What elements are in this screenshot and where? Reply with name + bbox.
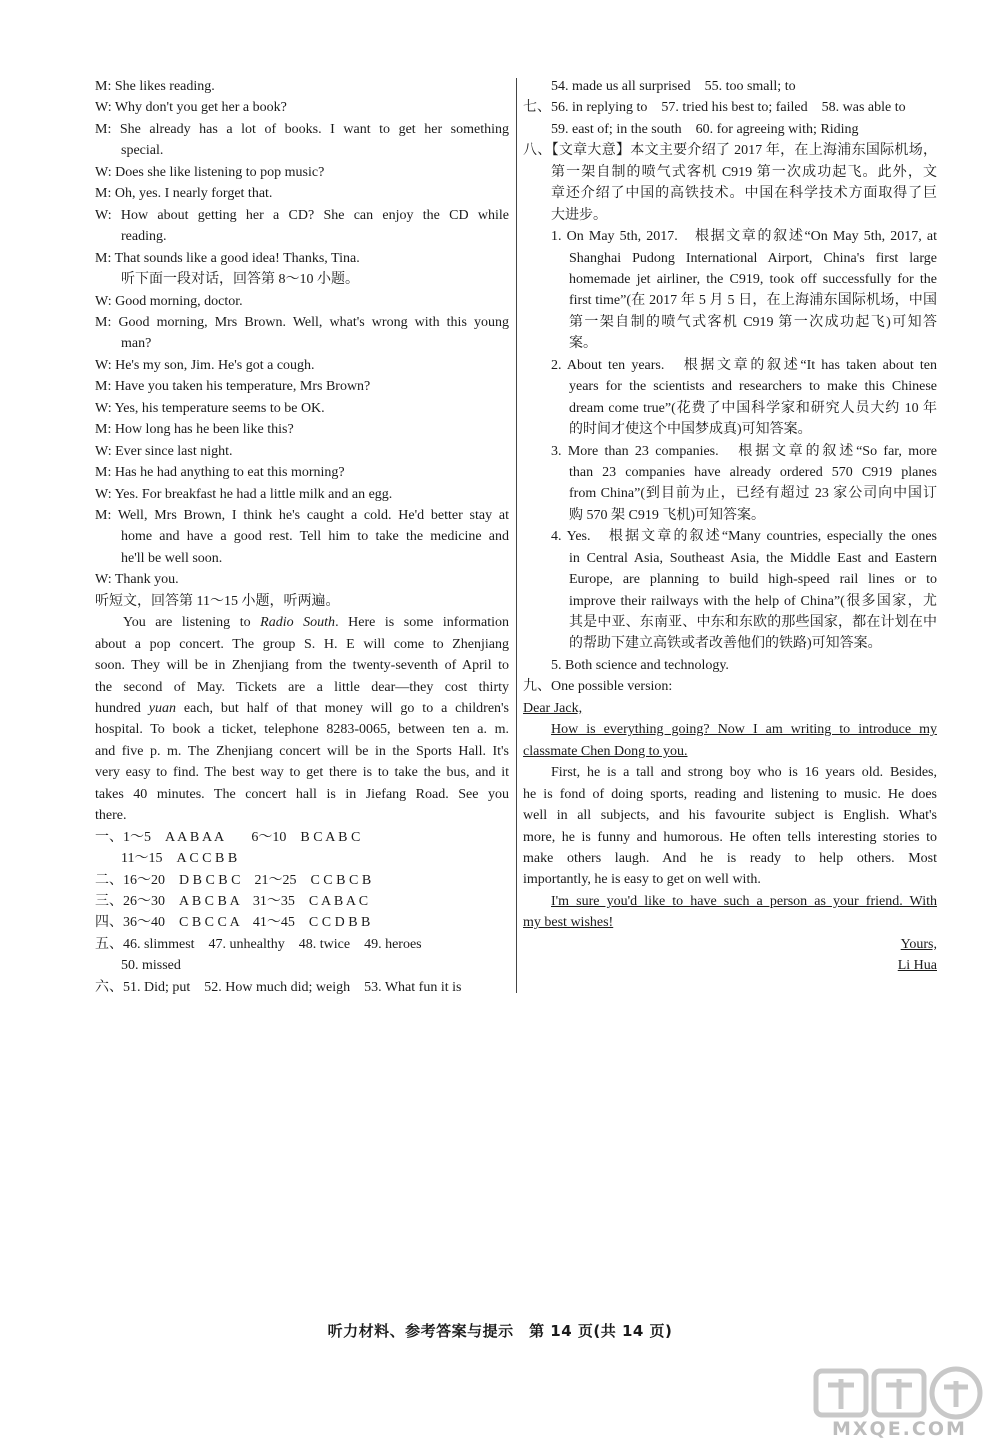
explanation-line: Europe, are planning to build high-speed rail lines or to <box>569 572 937 588</box>
essay-closing: Yours, <box>900 936 937 952</box>
dialog-line: M: Have you taken his temperature, Mrs Brown? <box>95 379 371 395</box>
essay-heading: 九、One possible version: <box>523 679 673 695</box>
summary-line: 第一架自制的喷气式客机 C919 第一次成功起飞。此外，文 <box>551 164 937 180</box>
dialog-line: M: She already has a lot of books. I want to get her something <box>95 121 509 137</box>
explanation-line: 案。 <box>569 336 597 352</box>
explanation-line: Shanghai Pudong International Airport, China's first large <box>569 250 937 266</box>
essay-line: he is fond of doing sports, reading and listening to music. He does <box>523 786 937 802</box>
answer-line: 五、46. slimmest 47. unhealthy 48. twice 49. heroes <box>95 936 422 952</box>
passage-line: soon. They will be in Zhenjiang from the twenty-seventh of April to <box>95 658 509 674</box>
explanation-line: 2. About ten years. 根据文章的叙述“It has taken about ten <box>551 357 937 373</box>
essay-line: classmate Chen Dong to you. <box>523 743 688 759</box>
explanation-line: improve their railways with the help of China”(很多国家，尤 <box>569 593 937 609</box>
answer-line: 四、36～40 C B C C A 41～45 C C D B B <box>95 915 371 931</box>
essay-signature: Li Hua <box>897 958 937 974</box>
essay-line: I'm sure you'd like to have such a person as your friend. With <box>551 893 937 909</box>
answer-line: 二、16～20 D B C B C 21～25 C C B C B <box>95 872 372 888</box>
dialog-line: W: Yes. For breakfast he had a little milk and an egg. <box>95 486 393 502</box>
section-instruction: 听短文，回答第 11～15 小题，听两遍。 <box>95 593 340 609</box>
dialog-line: M: How long has he been like this? <box>95 422 294 438</box>
dialog-line: he'll be well soon. <box>121 550 223 566</box>
explanation-line: 的时间才使这个中国梦成真)可知答案。 <box>569 422 812 438</box>
summary-line: 大进步。 <box>551 207 607 223</box>
answer-line: 六、51. Did; put 52. How much did; weigh 53. What fun it is <box>95 979 462 995</box>
answer-line: 54. made us all surprised 55. too small; to <box>551 79 796 94</box>
page-footer: 听力材料、参考答案与提示 第 14 页(共 14 页) <box>327 1322 673 1340</box>
explanation-line: 4. Yes. 根据文章的叙述“Many countries, especially the ones <box>551 529 937 545</box>
passage-line: hundred yuan each, but half of that money will go to a children's <box>95 701 509 716</box>
explanation-line: 购 570 架 C919 飞机)可知答案。 <box>569 507 765 523</box>
explanation-line: in Central Asia, Southeast Asia, the Middle East and Eastern <box>569 550 937 566</box>
dialog-line: W: Ever since last night. <box>95 443 233 459</box>
explanation-line: than 23 companies have already ordered 570 C919 planes <box>569 464 937 480</box>
essay-line: First, he is a tall and strong boy who is 16 years old. Besides, <box>551 765 937 781</box>
dialog-line: W: Yes, his temperature seems to be OK. <box>95 400 325 416</box>
explanation-line: 的帮助下建立高铁或者改善他们的铁路)可知答案。 <box>569 636 882 652</box>
explanation-line: dream come true”(花费了中国科学家和研究人员大约 10 年 <box>569 400 937 416</box>
dialog-line: special. <box>121 143 164 159</box>
dialog-line: M: Oh, yes. I nearly forget that. <box>95 186 273 202</box>
summary-line: 章还介绍了中国的高铁技术。中国在科学技术方面取得了巨 <box>551 186 937 202</box>
dialog-line: W: He's my son, Jim. He's got a cough. <box>95 357 315 373</box>
essay-line: importantly, he is easy to get on well with. <box>523 872 761 888</box>
answer-line: 11～15 A C C B B <box>121 851 238 867</box>
answer-line: 50. missed <box>121 958 181 974</box>
answer-line: 七、56. in replying to 57. tried his best to; failed 58. was able to <box>523 100 906 116</box>
essay-line: well in all subjects, and his favourite subject is English. What's <box>523 808 937 824</box>
explanation-line: 第一架自制的喷气式客机 C919 第一次成功起飞)可知答 <box>569 314 937 330</box>
explanation-line: years for the scientists and researchers to make this Chinese <box>569 379 937 395</box>
left-column <box>95 76 509 998</box>
explanation-line: 5. Both science and technology. <box>551 657 729 673</box>
passage-line: about a pop concert. The group S. H. E will come to Zhenjiang <box>95 636 509 652</box>
passage-line: very easy to find. The best way to get there is to take the bus, and it <box>95 765 509 781</box>
dialog-line: man? <box>121 336 152 352</box>
dialog-line: W: Thank you. <box>95 572 179 588</box>
explanation-line: from China”(到目前为止，已经有超过 23 家公司向中国订 <box>569 486 937 502</box>
essay-line: How is everything going? Now I am writing to introduce my <box>551 722 937 738</box>
explanation-line: 1. On May 5th, 2017. 根据文章的叙述“On May 5th, 2017, at <box>551 229 937 245</box>
dialog-line: reading. <box>121 229 167 245</box>
explanation-line: 其是中亚、东南亚、中东和东欧的那些国家，都在计划在中 <box>569 615 937 631</box>
passage-line: You are listening to Radio South. Here is some information <box>123 615 509 631</box>
column-divider <box>516 78 517 993</box>
essay-line: make others laugh. And he is ready to help others. Most <box>523 850 937 866</box>
answer-line: 三、26～30 A B C B A 31～35 C A B A C <box>95 894 369 909</box>
answer-line: 59. east of; in the south 60. for agreeing with; Riding <box>551 121 859 137</box>
dialog-line: W: Why don't you get her a book? <box>95 100 287 116</box>
dialog-line: M: Good morning, Mrs Brown. Well, what's wrong with this young <box>95 314 509 330</box>
answer-line: 一、1～5 A A B A A 6～10 B C A B C <box>95 829 361 845</box>
passage-line: there. <box>95 808 127 824</box>
dialog-line: W: Good morning, doctor. <box>95 293 243 309</box>
essay-line: more, he is funny and humorous. He often tells interesting stories to <box>523 829 937 845</box>
essay-salutation: Dear Jack, <box>523 700 583 716</box>
right-column <box>523 76 937 977</box>
passage-line: and five p. m. The Zhenjiang concert will be in the Sports Hall. It's <box>95 743 509 759</box>
passage-line: takes 40 minutes. The concert hall is in Jiefang Road. See you <box>95 786 509 802</box>
dialog-line: M: She likes reading. <box>95 79 215 94</box>
section-instruction: 听下面一段对话，回答第 8～10 小题。 <box>121 272 359 288</box>
explanation-line: first time”(在 2017 年 5 月 5 日，在上海浦东国际机场，中国 <box>569 293 937 309</box>
summary-line: 八、【文章大意】本文主要介绍了 2017 年，在上海浦东国际机场， <box>523 143 937 159</box>
passage-line: the second of May. Tickets are a little dear—they cost thirty <box>95 679 509 695</box>
dialog-line: W: Does she like listening to pop music? <box>95 164 325 180</box>
dialog-line: M: That sounds like a good idea! Thanks, Tina. <box>95 250 360 266</box>
essay-line: my best wishes! <box>523 915 614 931</box>
explanation-line: homemade jet airliner, the C919, took off successfully for the <box>569 272 937 287</box>
dialog-line: M: Well, Mrs Brown, I think he's caught a cold. He'd better stay at <box>95 508 509 524</box>
passage-line: hospital. To book a ticket, telephone 8283-0065, between ten a. m. <box>95 722 509 738</box>
dialog-line: home and have a good rest. Tell him to take the medicine and <box>121 529 509 545</box>
dialog-line: M: Has he had anything to eat this morning? <box>95 465 345 481</box>
explanation-line: 3. More than 23 companies. 根据文章的叙述“So far, more <box>551 443 937 459</box>
watermark-text: MXQE.COM <box>832 1418 967 1440</box>
dialog-line: W: How about getting her a CD? She can enjoy the CD while <box>95 207 509 223</box>
